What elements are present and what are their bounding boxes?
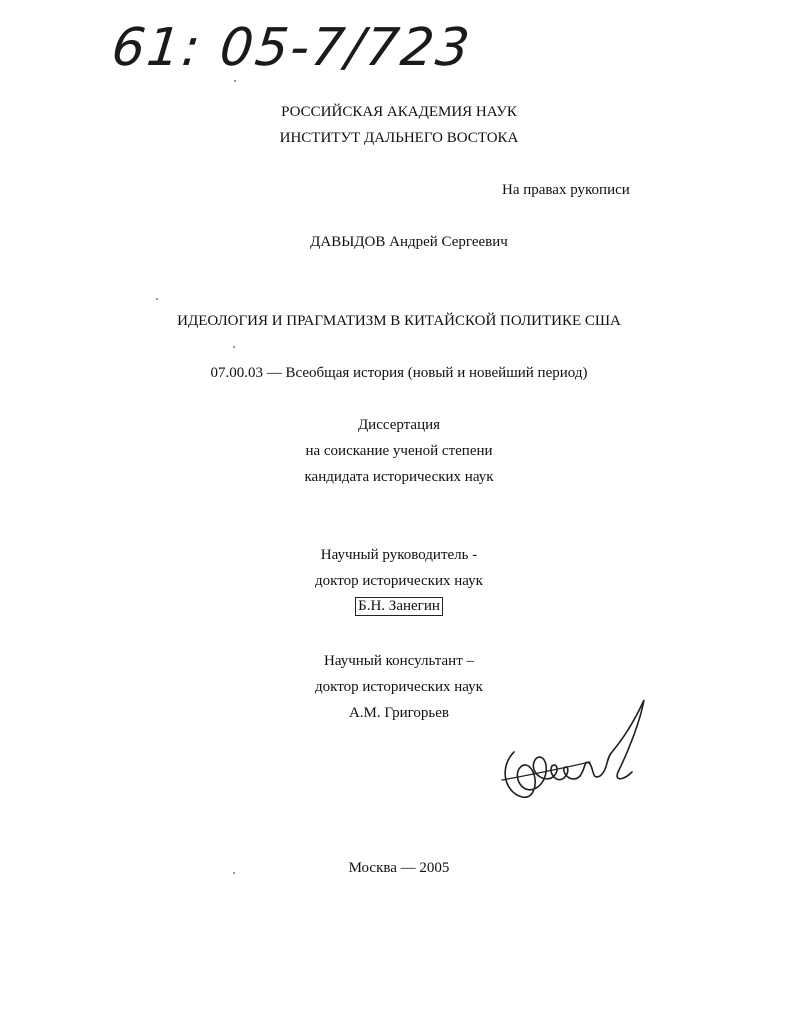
- supervisor-name: Б.Н. Занегин: [355, 597, 443, 616]
- degree-line-1: Диссертация: [357, 417, 441, 433]
- specialty-code: 07.00.03 — Всеобщая история (новый и новейший период): [210, 365, 588, 381]
- academy-name: РОССИЙСКАЯ АКАДЕМИЯ НАУК: [281, 104, 517, 120]
- scan-speck: [233, 872, 235, 874]
- scan-speck: [156, 298, 158, 300]
- consultant-role: Научный консультант –: [324, 653, 474, 669]
- supervisor-role: Научный руководитель -: [320, 547, 478, 563]
- supervisor-degree: доктор исторических наук: [315, 573, 483, 589]
- institute-name: ИНСТИТУТ ДАЛЬНЕГО ВОСТОКА: [279, 130, 519, 146]
- degree-line-2: на соискание ученой степени: [305, 443, 493, 459]
- archive-number-handwritten: 61: 05-7/723: [108, 18, 475, 78]
- supervisor-name-box: [0, 597, 798, 616]
- consultant-degree: доктор исторических наук: [315, 679, 483, 695]
- rights-note: На правах рукописи: [502, 182, 630, 198]
- degree-line-3: кандидата исторических наук: [304, 469, 494, 485]
- signature-icon: [494, 692, 664, 812]
- place-and-year: Москва — 2005: [348, 860, 450, 876]
- dissertation-title: ИДЕОЛОГИЯ И ПРАГМАТИЗМ В КИТАЙСКОЙ ПОЛИТИКЕ США: [177, 313, 621, 329]
- scan-speck: [234, 80, 236, 82]
- author-name: ДАВЫДОВ Андрей Сергеевич: [310, 234, 508, 250]
- scan-speck: [233, 346, 235, 348]
- consultant-name: А.М. Григорьев: [348, 705, 450, 721]
